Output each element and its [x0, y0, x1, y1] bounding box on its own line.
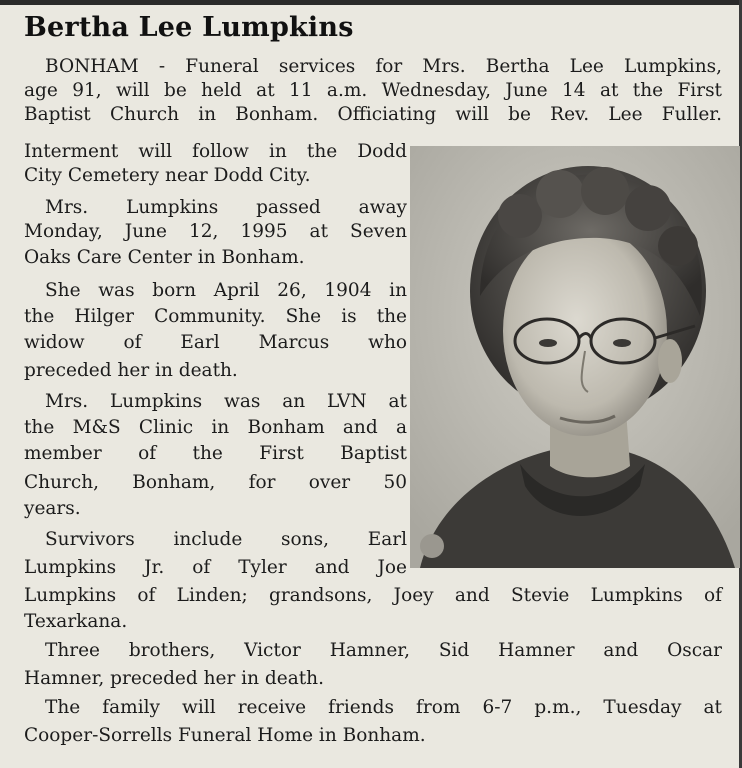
body-line: Baptist Church in Bonham. Officiating will be Rev. Lee Fuller. — [24, 104, 722, 125]
body-line: the Hilger Community. She is the — [24, 306, 407, 327]
body-line: Cooper-Sorrells Funeral Home in Bonham. — [24, 725, 426, 746]
body-line: Lumpkins of Linden; grandsons, Joey and Stevie Lumpkins of — [24, 585, 722, 606]
body-line: BONHAM - Funeral services for Mrs. Bertha Lee Lumpkins, — [45, 56, 722, 77]
body-line: the M&S Clinic in Bonham and a — [24, 417, 407, 438]
portrait-photo — [410, 146, 740, 568]
body-line: She was born April 26, 1904 in — [45, 280, 407, 301]
body-line: Interment will follow in the Dodd — [24, 141, 407, 162]
body-line: Survivors include sons, Earl — [45, 529, 407, 550]
body-line: Monday, June 12, 1995 at Seven — [24, 221, 407, 242]
body-line: Three brothers, Victor Hamner, Sid Hamner and Oscar — [45, 640, 722, 661]
body-line: Oaks Care Center in Bonham. — [24, 247, 305, 268]
body-line: preceded her in death. — [24, 360, 238, 381]
body-line: Mrs. Lumpkins passed away — [45, 197, 407, 218]
body-line: Lumpkins Jr. of Tyler and Joe — [24, 557, 407, 578]
body-line: Hamner, preceded her in death. — [24, 668, 324, 689]
body-line: Texarkana. — [24, 611, 128, 632]
top-rule — [0, 0, 742, 5]
body-line: The family will receive friends from 6-7 p.m., Tuesday at — [45, 697, 722, 718]
body-line: years. — [24, 498, 81, 519]
body-line: age 91, will be held at 11 a.m. Wednesday, June 14 at the First — [24, 80, 722, 101]
body-line: Church, Bonham, for over 50 — [24, 472, 407, 493]
body-line: City Cemetery near Dodd City. — [24, 165, 311, 186]
portrait-illustration — [410, 146, 740, 568]
body-line: member of the First Baptist — [24, 443, 407, 464]
headline: Bertha Lee Lumpkins — [24, 12, 354, 43]
body-line: widow of Earl Marcus who — [24, 332, 407, 353]
body-line: Mrs. Lumpkins was an LVN at — [45, 391, 407, 412]
